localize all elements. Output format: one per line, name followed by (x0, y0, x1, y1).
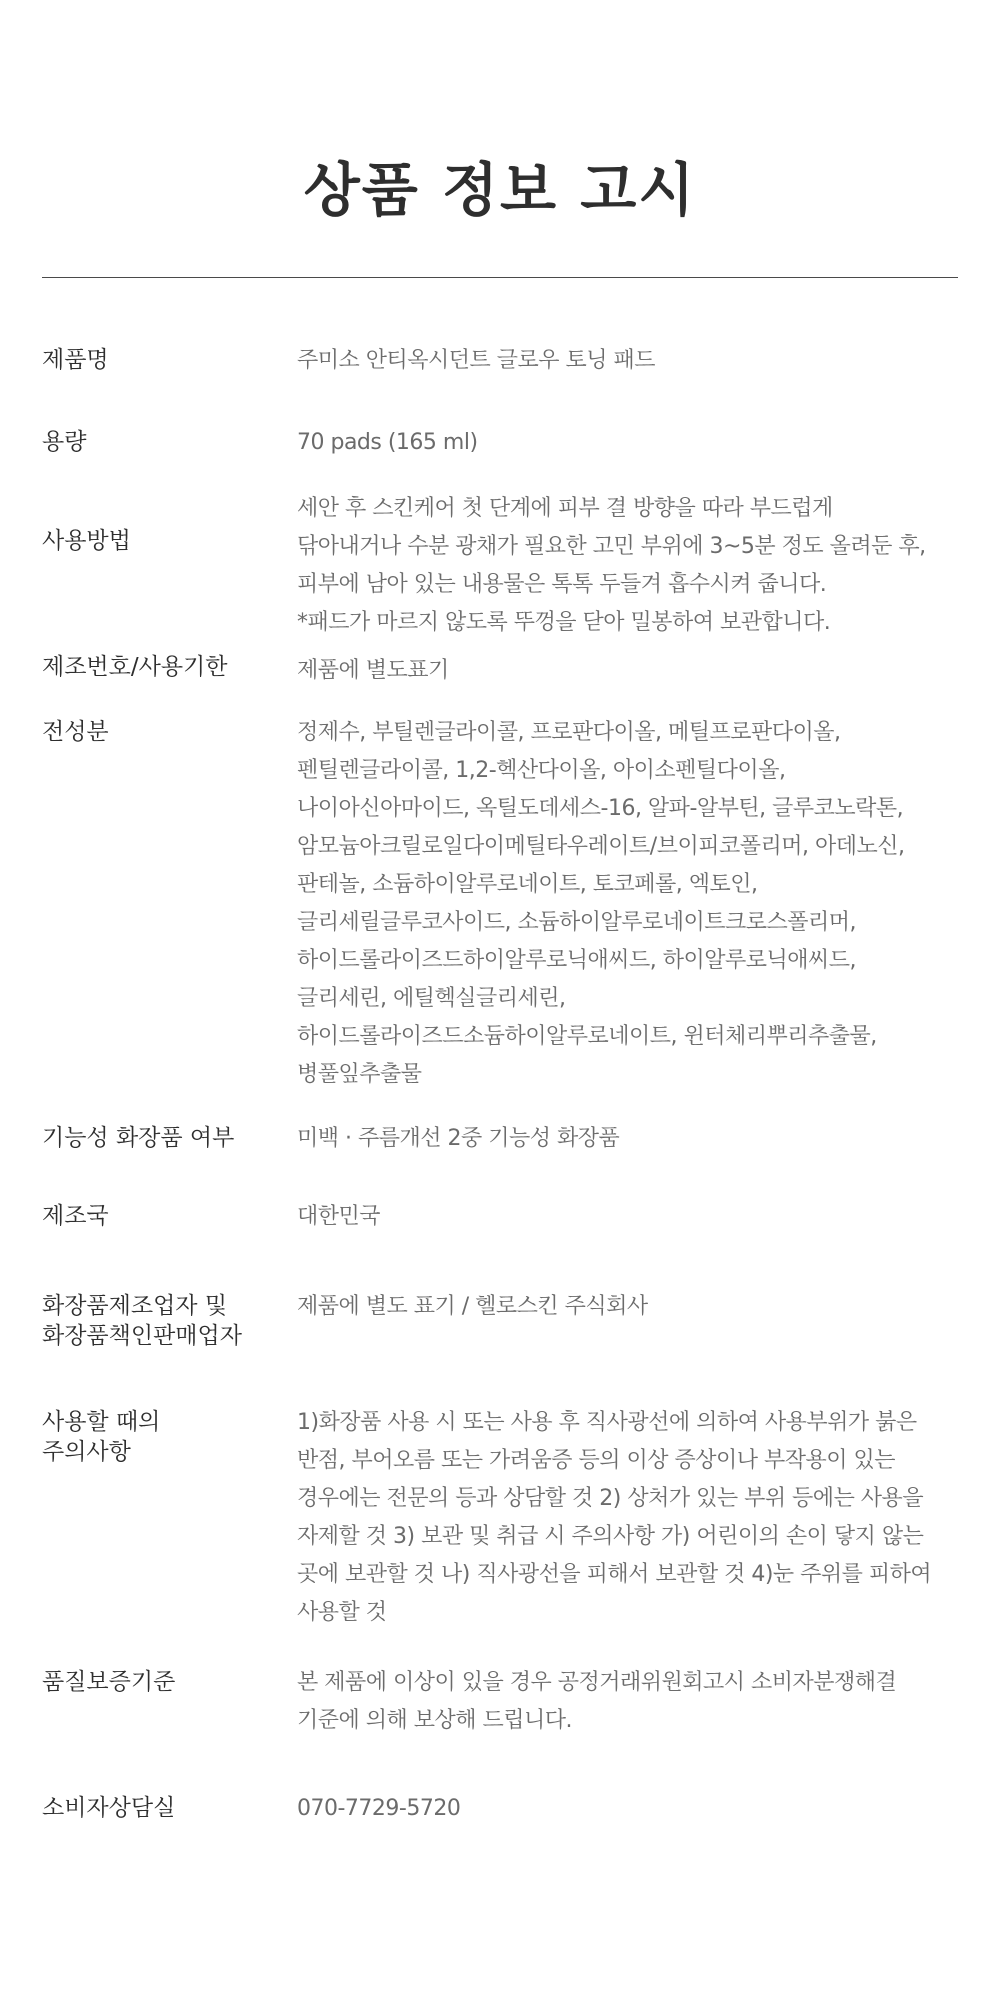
row-label: 품질보증기준 (42, 1669, 176, 1695)
row-value: 1)화장품 사용 시 또는 사용 후 직사광선에 의하여 사용부위가 붉은 반점, 부어오름 또는 가려움증 등의 이상 증상이나 부작용이 있는 경우에는 전문의 등과 상담할 것 2) 상처가 있는 부위 등에는 사용을 자제할 것 3) 보관 및 취급 시 주의사항 가) 어린이의 손이 닿지 않는 곳에 보관할 것 나) 직사광선을 피해서 보관할 것 4)눈 주위를 피하여 사용할 것 (297, 1410, 932, 1625)
row-value: 세안 후 스킨케어 첫 단계에 피부 결 방향을 따라 부드럽게 닦아내거나 수분 광채가 필요한 고민 부위에 3~5분 정도 올려둔 후, 피부에 남아 있는 내용물은 톡톡 두들겨 흡수시켜 줍니다. *패드가 마르지 않도록 뚜껑을 닫아 밀봉하여 보관합니다. (297, 496, 926, 635)
row-label: 제조번호/사용기한 (42, 654, 228, 680)
row-value: 대한민국 (297, 1204, 381, 1229)
row-label: 사용방법 (42, 528, 131, 554)
row-label: 용량 (42, 429, 87, 455)
row-label: 제조국 (42, 1203, 109, 1229)
row-value: 정제수, 부틸렌글라이콜, 프로판다이올, 메틸프로판다이올, 펜틸렌글라이콜, 1,2-헥산다이올, 아이소펜틸다이올, 나이아신아마이드, 옥틸도데세스-16, 알파-알부틴, 글루코노락톤, 암모늄아크릴로일다이메틸타우레이트/브이피코폴리머, 아데노신, 판테놀, 소듐하이알루로네이트, 토코페롤, 엑토인, 글리세릴글루코사이드, 소듐하이알루로네이트크로스폴리머, 하이드롤라이즈드하이알루로닉애씨드, 하이알루로닉애씨드, 글리세린, 에틸헥실글리세린, 하이드롤라이즈드소듐하이알루로네이트, 윈터체리뿌리추출물, 병풀잎추출물 (297, 720, 905, 1087)
row-label: 소비자상담실 (42, 1795, 176, 1821)
row-value: 본 제품에 이상이 있을 경우 공정거래위원회고시 소비자분쟁해결 기준에 의해 보상해 드립니다. (297, 1670, 897, 1733)
row-value: 제품에 별도 표기 / 헬로스킨 주식회사 (297, 1294, 648, 1319)
row-value: 제품에 별도표기 (297, 658, 449, 683)
row-value: 70 pads (165 ml) (297, 430, 478, 455)
row-label: 전성분 (42, 719, 109, 745)
row-value: 주미소 안티옥시던트 글로우 토닝 패드 (297, 348, 656, 373)
row-label: 화장품제조업자 및 화장품책인판매업자 (42, 1293, 242, 1349)
row-label: 제품명 (42, 347, 109, 373)
row-value: 070-7729-5720 (297, 1796, 461, 1821)
page-title: 상품 정보 고시 (303, 156, 697, 224)
title-divider (42, 277, 958, 278)
row-value: 미백 · 주름개선 2중 기능성 화장품 (297, 1126, 620, 1151)
row-label: 사용할 때의 주의사항 (42, 1409, 161, 1465)
row-label: 기능성 화장품 여부 (42, 1125, 235, 1151)
